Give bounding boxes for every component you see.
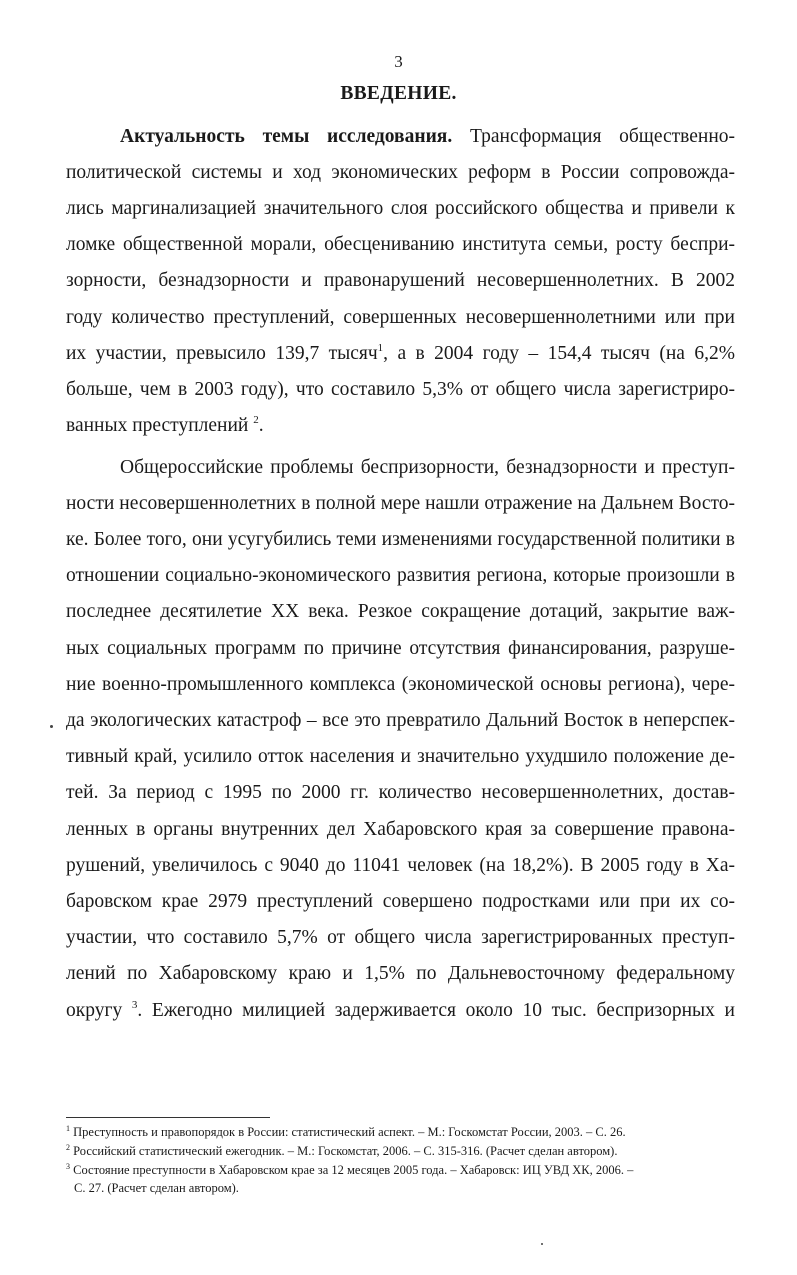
text-fragment: округу (66, 1000, 132, 1021)
footnote-3 (66, 1162, 746, 1178)
footnote-1 (66, 1124, 746, 1140)
text-line (66, 413, 735, 439)
text-line: участии, что составило 5,7% от общего числа зарегистрированных преступ- (66, 927, 735, 948)
text-line: ломке общественной морали, обесцениванию института семьи, росту беспри- (66, 234, 735, 255)
text-line: да экологических катастроф – все это превратило Дальний Восток в неперспек- (66, 710, 735, 731)
text-line: рушений, увеличилось с 9040 до 11041 человек (на 18,2%). В 2005 году в Ха- (66, 855, 735, 876)
text-line: зорности, безнадзорности и правонарушений несовершеннолетних. В 2002 (66, 270, 735, 291)
text-fragment: . (258, 415, 264, 436)
text-line: тивный край, усилило отток населения и значительно ухудшило положение де- (66, 746, 735, 767)
footnote-text: Состояние преступности в Хабаровском крае за 12 месяцев 2005 года. – Хабаровск: ИЦ УВД ХК, 2006. – (70, 1163, 634, 1177)
text-line: лений по Хабаровскому краю и 1,5% по Дальневосточному федеральному (66, 963, 735, 984)
scan-speck (541, 1243, 543, 1245)
scan-speck (50, 725, 53, 728)
text-line: тей. За период с 1995 по 2000 гг. количество несовершеннолетних, достав- (66, 782, 735, 803)
text-line: ных социальных программ по причине отсутствия финансирования, разруше- (66, 638, 735, 659)
footnote-separator (66, 1117, 270, 1118)
text-line: ленных в органы внутренних дел Хабаровского края за совершение правона- (66, 819, 735, 840)
text-line: политической системы и ход экономических реформ в России сопровожда- (66, 162, 735, 183)
text-line: больше, чем в 2003 году), что составило 5,3% от общего числа зарегистриро- (66, 379, 735, 400)
footnote-text: Российский статистический ежегодник. – М.: Госкомстат, 2006. – С. 315-316. (Расчет сделан автором). (70, 1144, 618, 1158)
text-fragment: Трансформация общественно- (452, 126, 736, 147)
text-fragment: ванных преступлений (66, 415, 254, 436)
footnote-ref: 3 (131, 999, 138, 1011)
text-line (66, 341, 735, 367)
text-fragment: , а в 2004 году – 154,4 тысяч (на 6,2% (383, 343, 735, 364)
text-line: лись маргинализацией значительного слоя российского общества и привели к (66, 198, 735, 219)
text-line: Общероссийские проблемы беспризорности, безнадзорности и преступ- (120, 457, 735, 478)
footnote-text: Преступность и правопорядок в России: статистический аспект. – М.: Госкомстат России, 2003. – С. 26. (70, 1125, 626, 1139)
footnote-2 (66, 1143, 746, 1159)
text-line: последнее десятилетие XX века. Резкое сокращение дотаций, закрытие важ- (66, 601, 735, 622)
text-line: отношении социально-экономического развития региона, которые произошли в (66, 565, 735, 586)
text-fragment: их участии, превысило 139,7 тысяч (66, 343, 378, 364)
page-title: ВВЕДЕНИЕ. (340, 83, 457, 104)
footnote-3-continued: С. 27. (Расчет сделан автором). (74, 1181, 239, 1195)
footnote-mark: 3 (66, 1162, 70, 1171)
text-fragment: . Ежегодно милицией задерживается около 10 тыс. беспризорных и (137, 1000, 735, 1021)
footnote-ref: 1 (377, 342, 384, 354)
footnote-mark: 2 (66, 1143, 70, 1152)
text-line (120, 124, 735, 150)
text-line: баровском крае 2979 преступлений совершено подростками или при их со- (66, 891, 735, 912)
footnote-mark: 1 (66, 1124, 70, 1133)
text-line: ние военно-промышленного комплекса (экономической основы региона), чере- (66, 674, 735, 695)
text-line: ке. Более того, они усугубились теми изменениями государственной политики в (66, 529, 735, 550)
text-line: году количество преступлений, совершенных несовершеннолетними или при (66, 307, 735, 328)
footnote-ref: 2 (253, 414, 259, 426)
page-number: 3 (394, 52, 403, 71)
text-line: ности несовершеннолетних в полной мере нашли отражение на Дальнем Восто- (66, 493, 735, 514)
text-line (66, 998, 735, 1024)
section-heading: Актуальность темы исследования. (120, 126, 453, 147)
